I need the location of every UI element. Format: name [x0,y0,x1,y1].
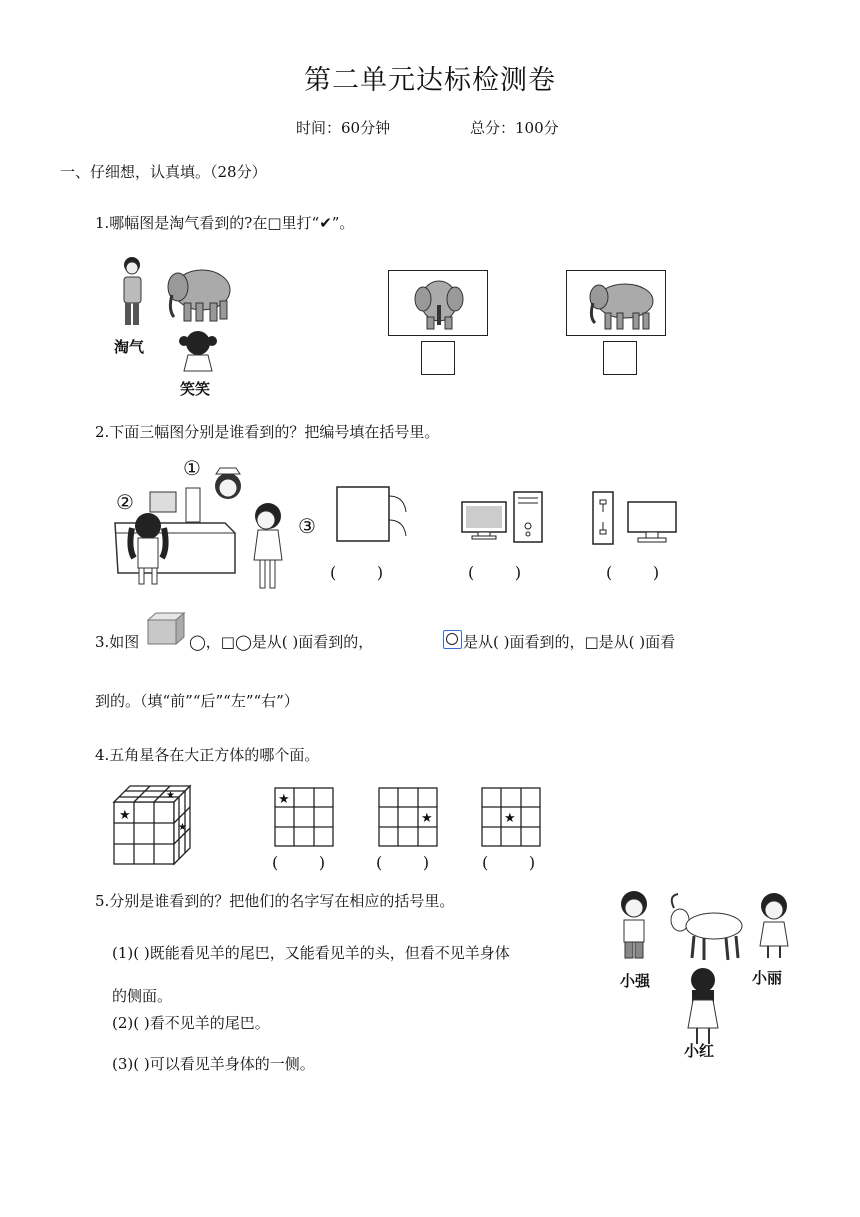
question-1-text: 1.哪幅图是淘气看到的?在□里打“✔”。 [95,214,355,232]
elephant-side-view [567,271,667,337]
page-title: 第二单元达标检测卷 [304,65,556,96]
big-cube-with-stars [110,782,196,868]
question-5-sub1: (1)( )既能看见羊的尾巴，又能看见羊的头，但看不见羊身体 [112,944,510,962]
girl-xiaohong-figure [688,968,718,1044]
question-3-suffix: 是从( )面看到的，□是从( )面看 [463,633,676,651]
question-5-sub1-cont: 的侧面。 [112,987,173,1005]
girl-xiaoli-figure [760,893,788,958]
circle-shape-selected-icon [443,630,462,649]
q4-face-grid-3 [481,787,541,847]
question-3-middle: ◯，□◯是从( )面看到的， [189,633,374,651]
q2-answer-1[interactable]: ( ) [330,563,384,582]
label-xiaoxiao: 笑笑 [180,380,211,398]
question-5-text: 5.分别是谁看到的？把他们的名字写在相应的括号里。 [95,892,455,910]
star-top-icon: ★ [166,790,175,801]
question-5-sub2: (2)( )看不见羊的尾巴。 [112,1014,270,1032]
girl-figure [179,331,217,371]
q4-answer-1[interactable]: ( ) [272,853,326,872]
question-5-sub3: (3)( )可以看见羊身体的一侧。 [112,1055,315,1073]
marker-1: ① [183,456,201,480]
q4-face-grid-2 [378,787,438,847]
star-front-icon: ★ [119,808,131,823]
q1-option-a-picture [388,270,488,336]
label-xiaohong: 小红 [684,1042,715,1060]
star-right-icon: ★ [178,822,187,833]
marker-3: ③ [298,514,316,538]
q1-checkbox-a[interactable] [421,341,455,375]
exam-total-score: 总分：100分 [470,119,559,137]
cube-icon [146,612,188,646]
question-4-text: 4.五角星各在大正方体的哪个面。 [95,746,320,764]
star-icon: ★ [278,792,290,807]
boy-figure [124,257,141,325]
label-xiaoqiang: 小强 [620,972,651,990]
question-3-line2: 到的。（填“前”“后”“左”“右”） [95,692,299,710]
label-taoqi: 淘气 [114,338,145,356]
q4-face-grid-1 [274,787,334,847]
q4-answer-3[interactable]: ( ) [482,853,536,872]
elephant-figure [168,270,230,321]
q4-answer-2[interactable]: ( ) [376,853,430,872]
label-xiaoli: 小丽 [752,969,783,987]
q2-scene-illustration [110,458,320,593]
exam-time: 时间：60分钟 [296,119,391,137]
star-icon: ★ [504,811,516,826]
marker-2: ② [116,490,134,514]
q2-option-2-front-view [461,490,547,546]
question-2-text: 2.下面三幅图分别是谁看到的？把编号填在括号里。 [95,423,440,441]
q2-answer-2[interactable]: ( ) [468,563,522,582]
boy-xiaoqiang-figure [621,891,647,958]
q2-answer-3[interactable]: ( ) [606,563,660,582]
star-icon: ★ [421,811,433,826]
elephant-front-view [389,271,489,337]
section-heading: 一、仔细想，认真填。（28分） [60,163,267,181]
goat-figure [671,894,742,960]
q2-option-3-side-view [592,490,680,548]
q2-option-1-back-view [336,486,410,548]
question-3-prefix: 3.如图 [95,633,140,651]
q1-scene-illustration [110,255,250,385]
q1-checkbox-b[interactable] [603,341,637,375]
q1-option-b-picture [566,270,666,336]
